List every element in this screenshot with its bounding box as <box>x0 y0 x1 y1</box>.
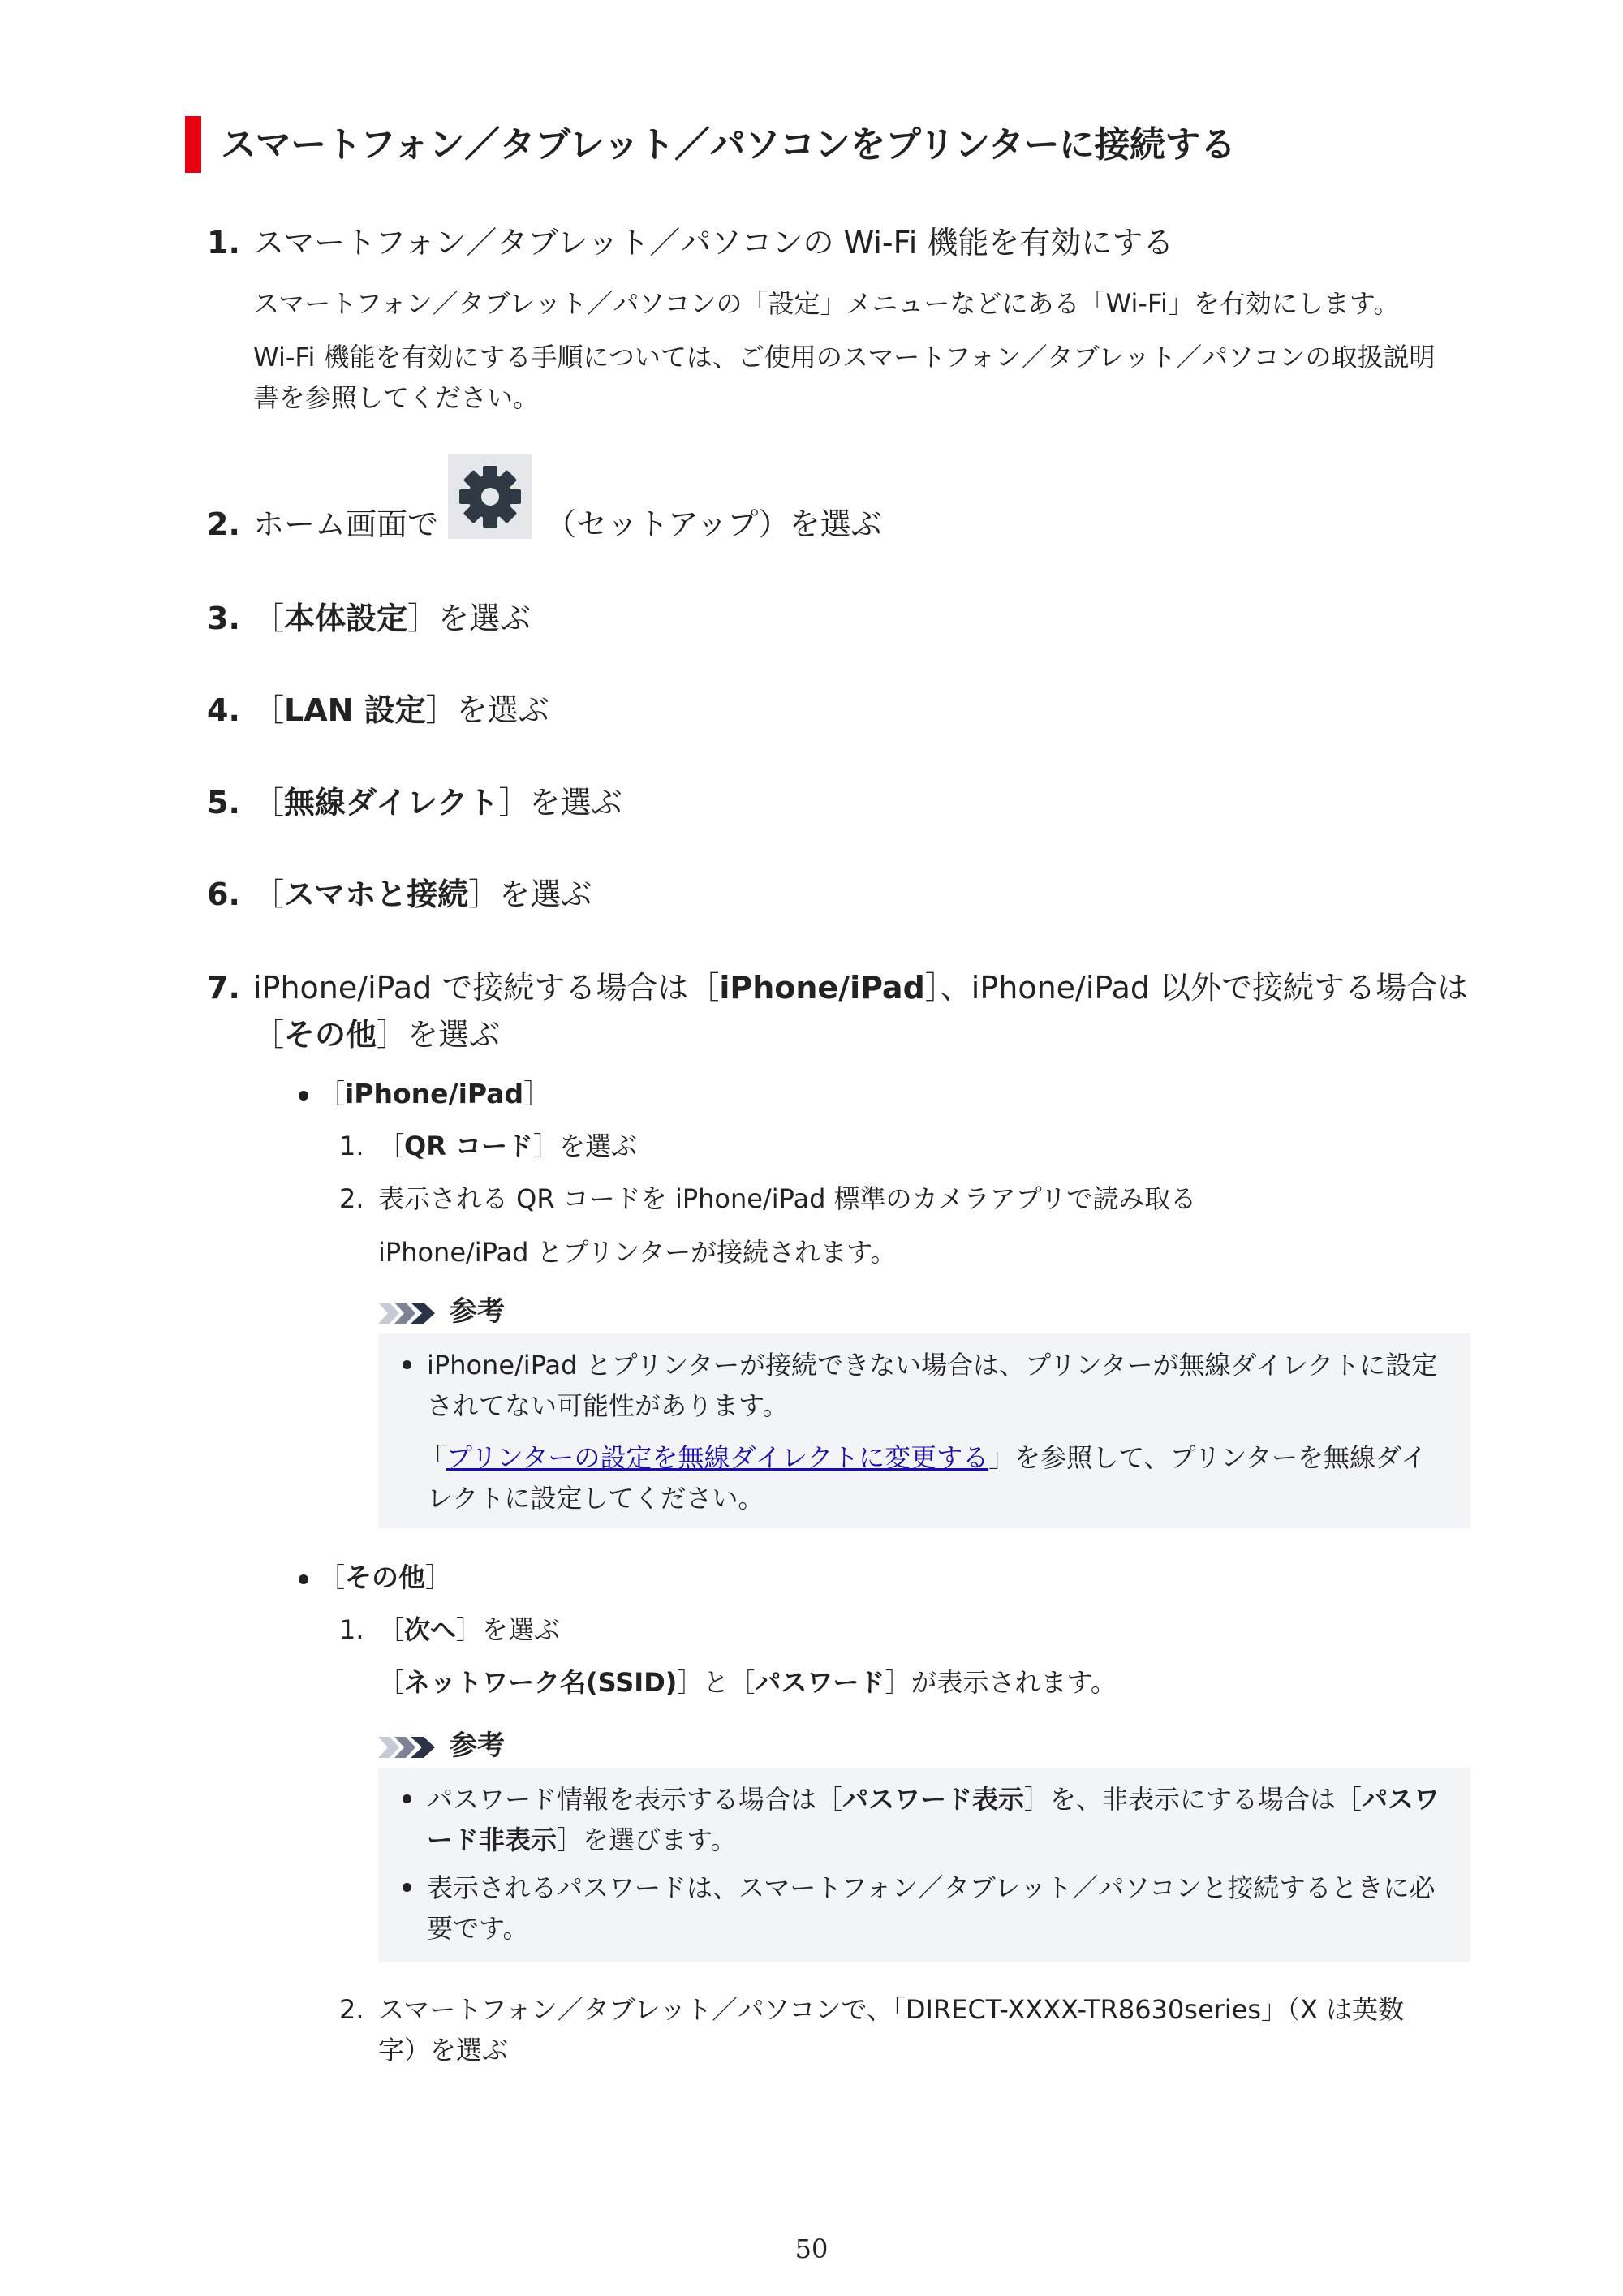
link-change-to-wireless-direct[interactable]: プリンターの設定を無線ダイレクトに変更する <box>446 1442 989 1473</box>
note2-item2-line1: 表示されるパスワードは、スマートフォン／タブレット／パソコンと接続するときに必 <box>427 1872 1436 1903</box>
step-number: 4. <box>207 692 240 728</box>
substep-number: 2. <box>339 1183 364 1214</box>
gear-icon <box>448 454 532 539</box>
step-text-after-icon: （セットアップ）を選ぶ <box>545 506 882 542</box>
note2-item1-line1: パスワード情報を表示する場合は［パスワード表示］を、非表示にする場合は［パスワ <box>427 1784 1440 1815</box>
bullet-dot <box>299 1091 308 1101</box>
substep-text-line2: 字）を選ぶ <box>378 2035 509 2066</box>
step-number: 1. <box>207 225 240 261</box>
note-heading: 参考 <box>378 1290 505 1333</box>
note-text-line4: レクトに設定してください。 <box>427 1483 764 1514</box>
bullet-iphone-ipad: ［iPhone/iPad］ <box>299 1073 550 1115</box>
chevron-arrows-icon <box>378 1734 441 1761</box>
substep-text-line1: スマートフォン／タブレット／パソコンで、「DIRECT-XXXX-TR8630series」（X は英数 <box>378 1994 1405 2025</box>
substep-text: 表示される QR コードを iPhone/iPad 標準のカメラアプリで読み取る <box>378 1183 1197 1214</box>
step-number: 7. <box>207 970 240 1006</box>
chevron-arrows-icon <box>378 1299 441 1327</box>
bullet-other: ［その他］ <box>299 1557 452 1599</box>
title-accent-bar <box>185 116 201 173</box>
step-number: 2. <box>207 506 240 542</box>
note-text-line1: iPhone/iPad とプリンターが接続できない場合は、プリンターが無線ダイレクトに設定 <box>427 1350 1438 1381</box>
step-text: ［無線ダイレクト］を選ぶ <box>253 785 622 821</box>
iphone-result-text: iPhone/iPad とプリンターが接続されます。 <box>378 1237 897 1268</box>
step-number: 3. <box>207 601 240 636</box>
bullet-dot <box>403 1883 411 1892</box>
note-box-1 <box>378 1333 1470 1528</box>
step-text: ［スマホと接続］を選ぶ <box>253 877 592 912</box>
note-text-line2: されてない可能性があります。 <box>427 1390 789 1421</box>
step-text-before-icon: ホーム画面で <box>253 506 439 542</box>
substep-number: 1. <box>339 1131 364 1161</box>
step-text-line1: iPhone/iPad で接続する場合は［iPhone/iPad］、iPhone/iPad 以外で接続する場合は <box>253 970 1469 1006</box>
step-number: 5. <box>207 785 240 821</box>
bullet-dot <box>403 1360 411 1369</box>
other-result-text: ［ネットワーク名(SSID)］と［パスワード］が表示されます。 <box>378 1667 1117 1698</box>
step1-paragraph-2-line1: Wi-Fi 機能を有効にする手順については、ご使用のスマートフォン／タブレット／パソコンの取扱説明 <box>253 342 1436 373</box>
step-text: スマートフォン／タブレット／パソコンの Wi-Fi 機能を有効にする <box>253 225 1174 261</box>
page-number: 50 <box>794 2234 829 2264</box>
substep-number: 2. <box>339 1994 364 2025</box>
step1-paragraph-1: スマートフォン／タブレット／パソコンの「設定」メニューなどにある「Wi-Fi」を有効にします。 <box>253 288 1400 319</box>
step-text: ［LAN 設定］を選ぶ <box>253 692 549 728</box>
step-text-line2: ［その他］を選ぶ <box>253 1017 501 1053</box>
substep-text: ［QR コード］を選ぶ <box>378 1131 638 1161</box>
step-number: 6. <box>207 877 240 912</box>
note2-item2-line2: 要です。 <box>427 1913 529 1944</box>
note-link-line: 「プリンターの設定を無線ダイレクトに変更する」を参照して、プリンターを無線ダイ <box>420 1442 1427 1473</box>
step1-paragraph-2-line2: 書を参照してください。 <box>253 382 540 413</box>
note2-item1-line2: ード非表示］を選びます。 <box>427 1824 737 1855</box>
page-title: スマートフォン／タブレット／パソコンをプリンターに接続する <box>221 124 1236 166</box>
bullet-dot <box>403 1794 411 1803</box>
note-box-2 <box>378 1768 1470 1962</box>
step-text: ［本体設定］を選ぶ <box>253 601 532 636</box>
substep-number: 1. <box>339 1614 364 1645</box>
substep-text: ［次へ］を選ぶ <box>378 1614 561 1645</box>
setup-icon-tile <box>448 454 532 539</box>
note-heading: 参考 <box>378 1725 505 1767</box>
bullet-dot <box>299 1574 308 1584</box>
